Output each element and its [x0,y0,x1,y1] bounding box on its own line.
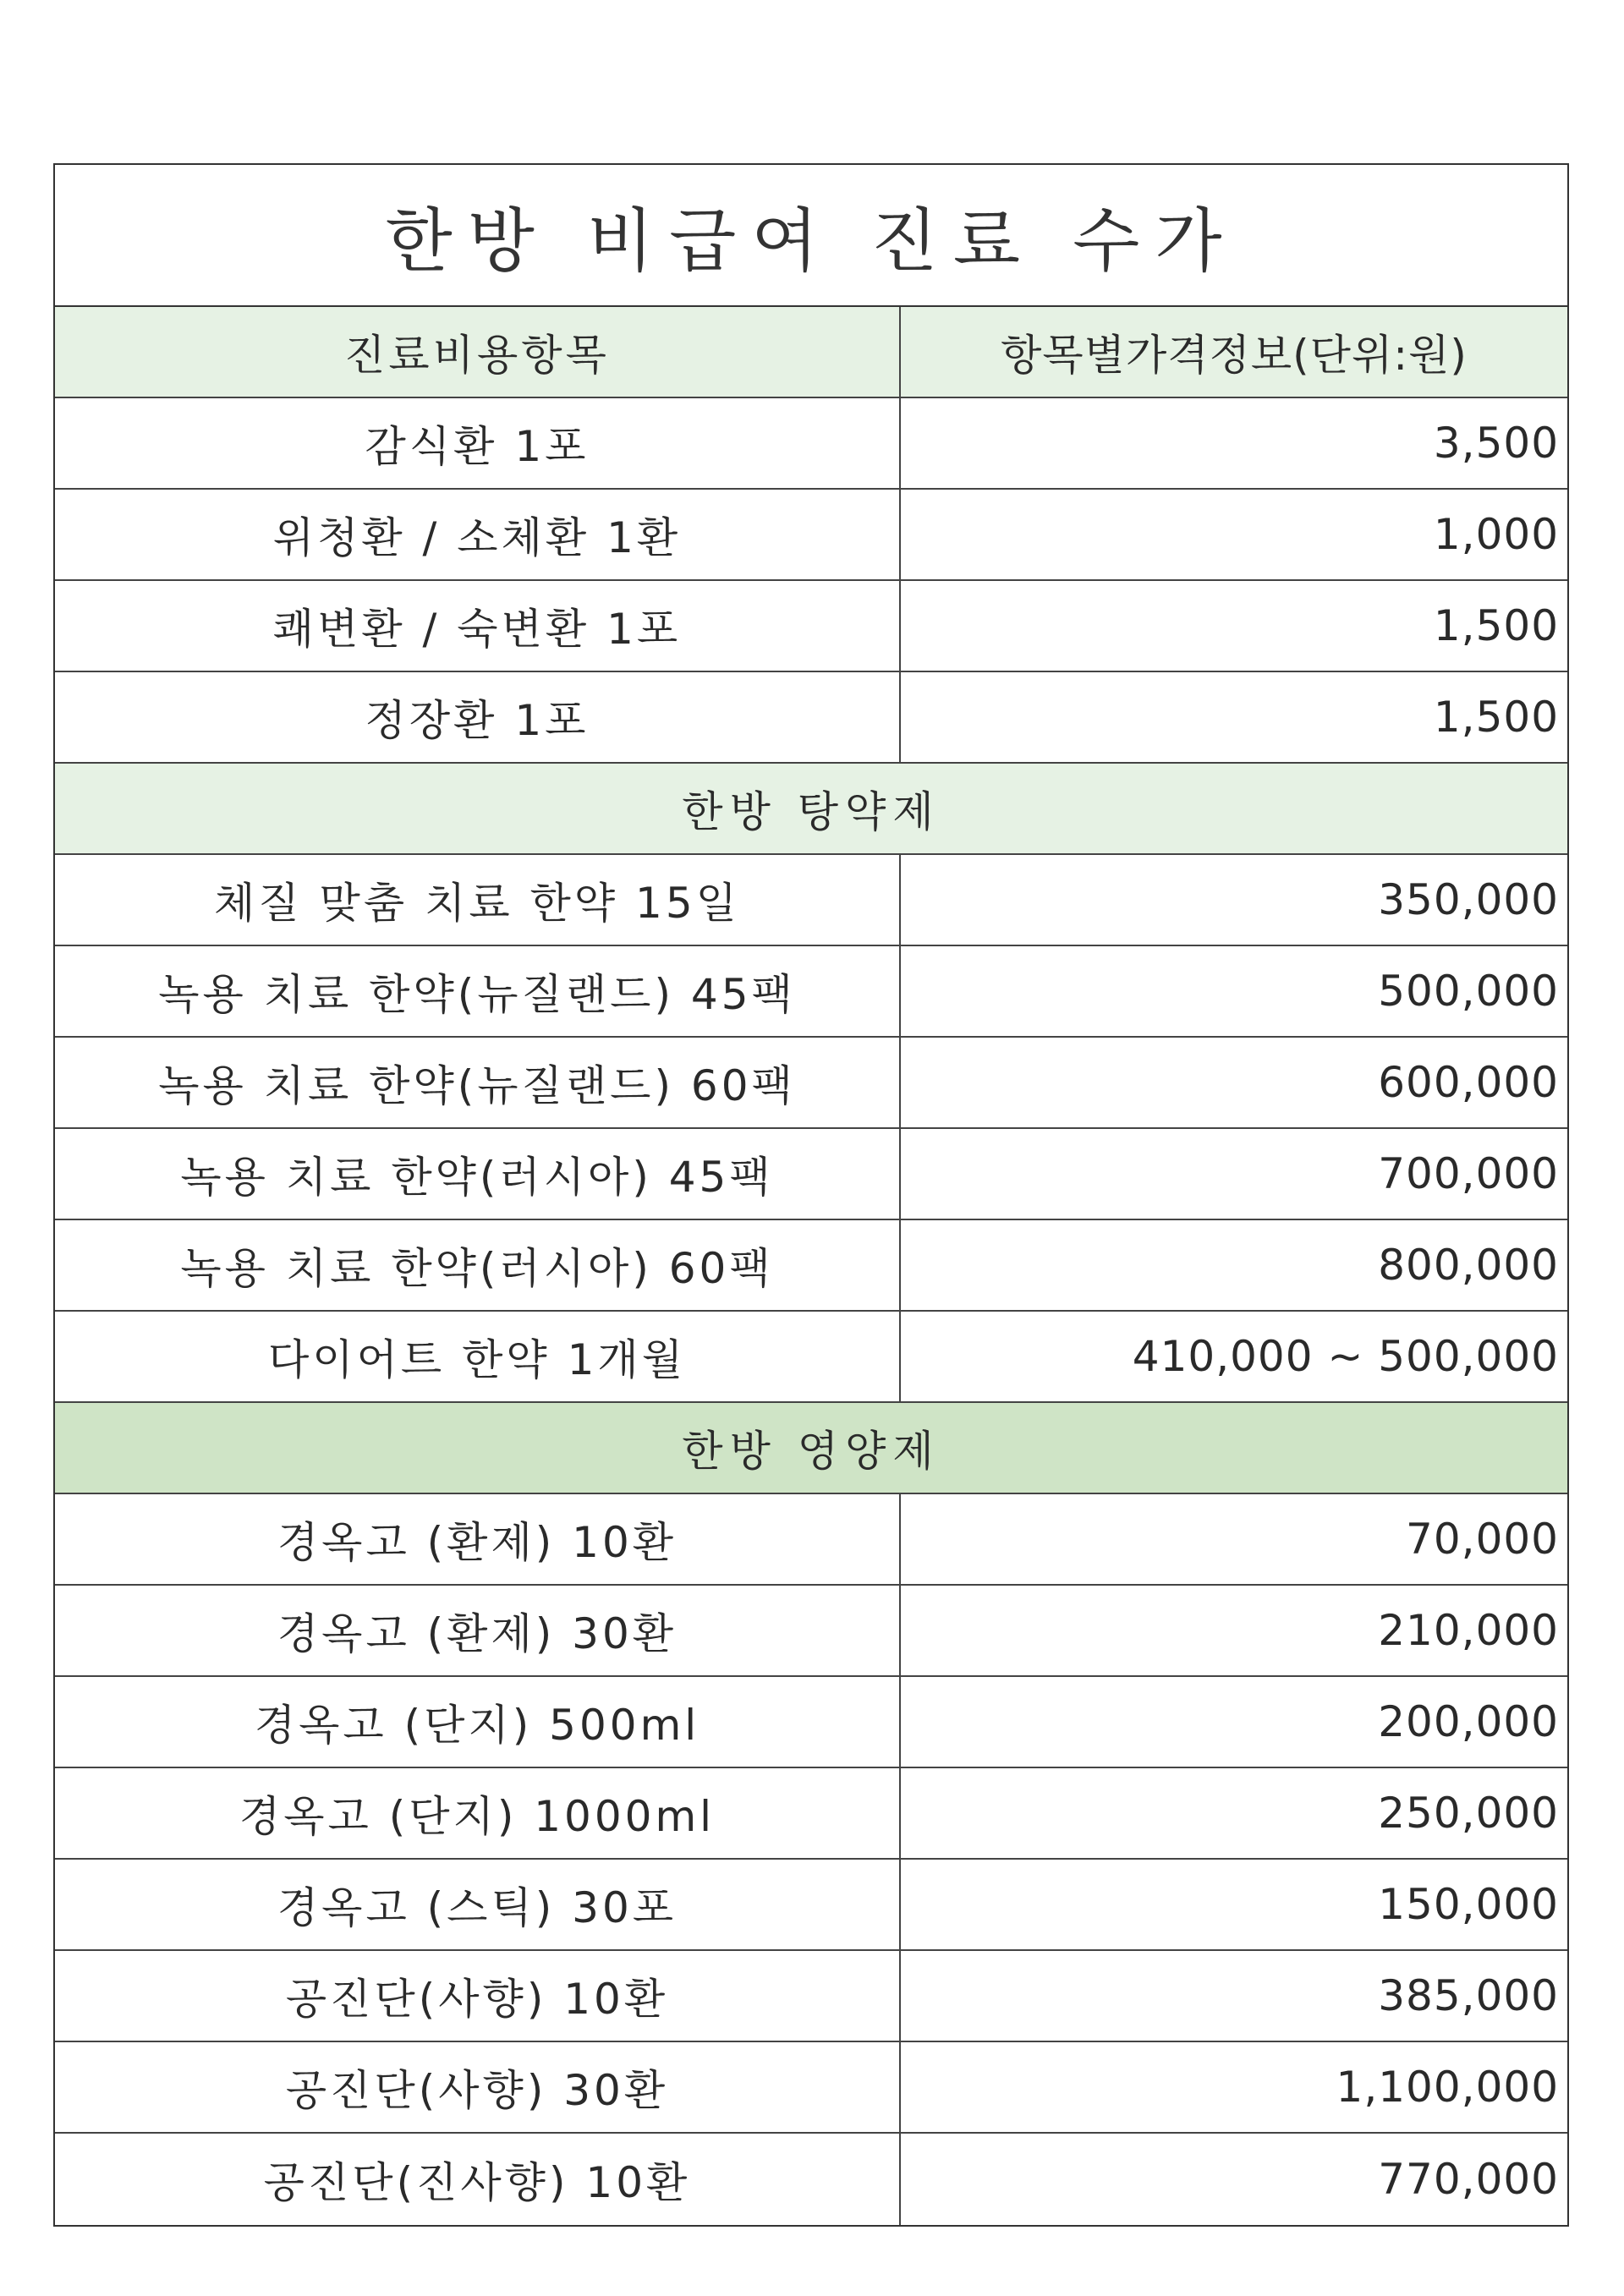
item-name: 경옥고 (환제) 10환 [55,1494,901,1584]
item-name: 공진단(진사향) 10환 [55,2134,901,2225]
table-row [55,1586,1567,1677]
item-price: 600,000 [1378,1058,1559,1107]
table-row [55,672,1567,764]
page-title: 한방 비급여 진료 수가 [55,165,1567,307]
header-price-column: 항목별가격정보(단위:원) [1001,331,1468,380]
item-name: 위청환 / 소체환 1환 [55,490,901,579]
table-row [55,1951,1567,2042]
table-row [55,2042,1567,2134]
item-name: 다이어트 한약 1개월 [55,1312,901,1401]
item-name: 공진단(사향) 10환 [55,1951,901,2041]
table-row [55,581,1567,672]
item-name: 녹용 치료 한약(러시아) 60팩 [55,1220,901,1310]
table-row [55,1494,1567,1586]
item-name: 경옥고 (스틱) 30포 [55,1860,901,1949]
item-price: 250,000 [1378,1789,1559,1838]
item-name: 체질 맞춤 치료 한약 15일 [55,855,901,945]
item-name: 정장환 1포 [55,672,901,762]
item-name: 경옥고 (환제) 30환 [55,1586,901,1675]
table-row [55,1312,1567,1403]
item-price: 770,000 [1378,2155,1559,2204]
item-name: 녹용 치료 한약(뉴질랜드) 60팩 [55,1038,901,1127]
section-header-decoction: 한방 탕약제 [55,764,1567,855]
item-price: 410,000 ~ 500,000 [1132,1332,1559,1381]
item-price: 385,000 [1378,1971,1559,2020]
item-price: 200,000 [1378,1697,1559,1746]
item-name: 쾌변환 / 숙변환 1포 [55,581,901,671]
item-name: 공진단(사향) 30환 [55,2042,901,2132]
table-row [55,1768,1567,1860]
table-row [55,1677,1567,1768]
table-row [55,1860,1567,1951]
item-price: 150,000 [1378,1880,1559,1929]
section-header-nutrient: 한방 영양제 [55,1403,1567,1494]
table-row [55,2134,1567,2225]
item-name: 감식환 1포 [55,398,901,488]
item-name: 경옥고 (단지) 1000ml [55,1768,901,1858]
item-price: 350,000 [1378,875,1559,924]
item-name: 녹용 치료 한약(러시아) 45팩 [55,1129,901,1219]
fee-table [53,163,1569,2227]
table-row [55,1220,1567,1312]
item-name: 경옥고 (단지) 500ml [55,1677,901,1767]
item-price: 700,000 [1378,1149,1559,1198]
item-price: 800,000 [1378,1241,1559,1290]
table-header-row [55,307,1567,398]
item-price: 500,000 [1378,967,1559,1016]
item-price: 3,500 [1433,419,1559,468]
table-row [55,490,1567,581]
item-price: 210,000 [1378,1606,1559,1655]
table-row [55,946,1567,1038]
header-item-column: 진료비용항목 [55,307,901,397]
item-price: 70,000 [1406,1515,1559,1564]
item-price: 1,500 [1433,601,1559,650]
item-name: 녹용 치료 한약(뉴질랜드) 45팩 [55,946,901,1036]
table-row [55,398,1567,490]
table-row [55,1038,1567,1129]
table-row [55,855,1567,946]
item-price: 1,000 [1433,510,1559,559]
item-price: 1,100,000 [1336,2063,1559,2112]
item-price: 1,500 [1433,693,1559,742]
table-row [55,1129,1567,1220]
